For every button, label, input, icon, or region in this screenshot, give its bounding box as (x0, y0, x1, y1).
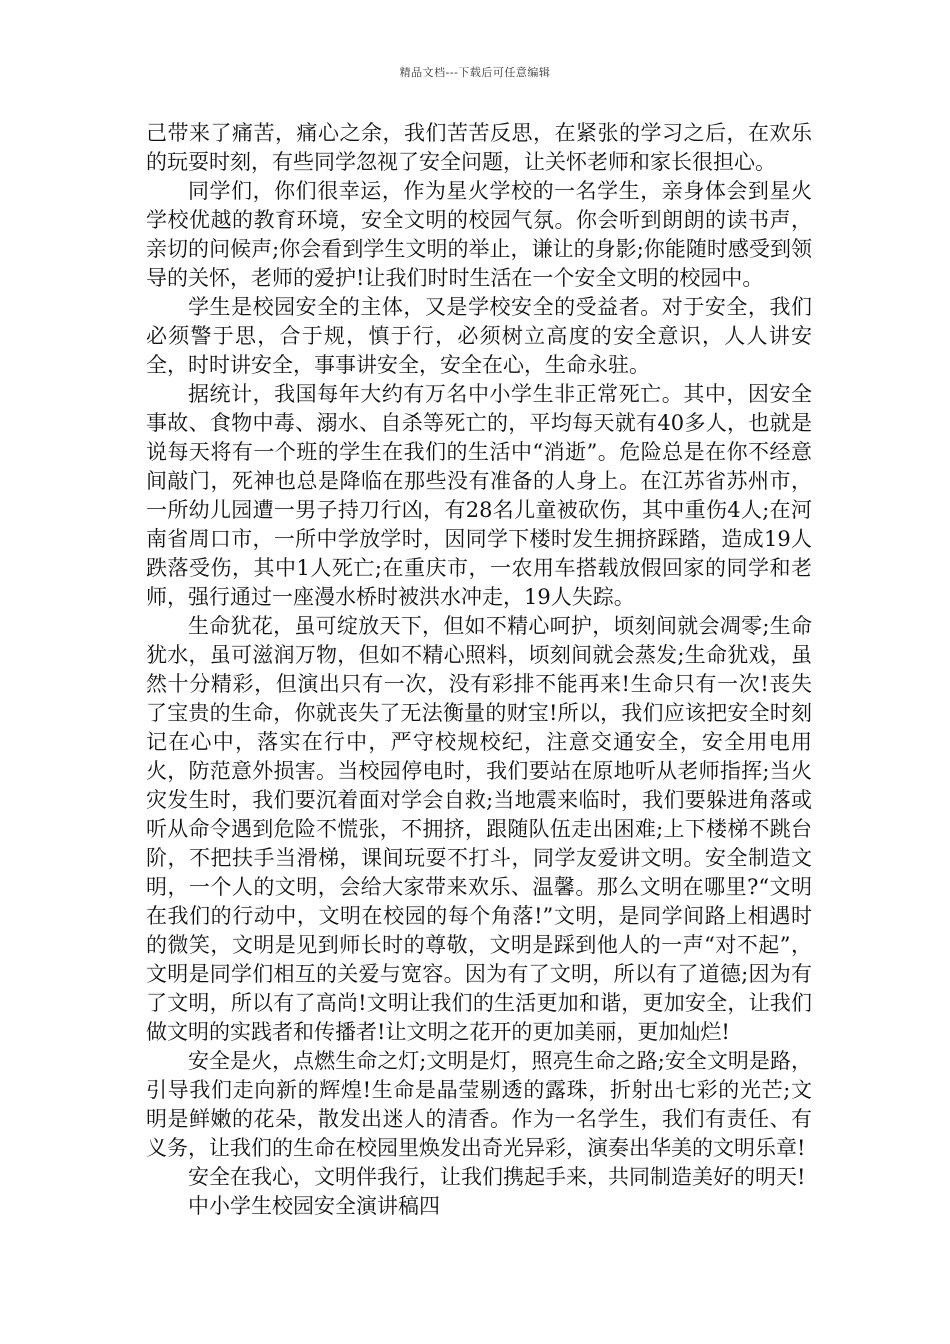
paragraph: 安全是火，点燃生命之灯;文明是灯，照亮生命之路;安全文明是路，引导我们走向新的辉煌!生命是晶莹剔透的露珠，折射出七彩的光芒;文明是鲜嫩的花朵，散发出迷人的清香。作为一名学生，我们有责任、有义务，让我们的生命在校园里焕发出奇光异彩，演奏出华美的文明乐章! (146, 1049, 812, 1160)
paragraph: 同学们，你们很幸运，作为星火学校的一名学生，亲身体会到星火学校优越的教育环境，安全文明的校园气氛。你会听到朗朗的读书声，亲切的问候声;你会看到学生文明的举止，谦让的身影;你能随时感受到领导的关怀，老师的爱护!让我们时时生活在一个安全文明的校园中。 (146, 179, 812, 290)
section-title: 中小学生校园安全演讲稿四 (188, 1194, 440, 1218)
paragraph-continuation: 己带来了痛苦，痛心之余，我们苦苦反思，在紧张的学习之后，在欢乐的玩耍时刻，有些同学忽视了安全问题，让关怀老师和家长很担心。 (146, 121, 812, 174)
paragraph: 安全在我心，文明伴我行，让我们携起手来，共同制造美好的明天! (188, 1165, 806, 1189)
page-header: 精品文档---下载后可任意编辑 (399, 66, 551, 79)
document-body (146, 119, 812, 1221)
paragraph: 生命犹花，虽可绽放天下，但如不精心呵护，顷刻间就会凋零;生命犹水，虽可滋润万物，但如不精心照料，顷刻间就会蒸发;生命犹戏，虽然十分精彩，但演出只有一次，没有彩排不能再来!生命只有一次!丧失了宝贵的生命，你就丧失了无法衡量的财宝!所以，我们应该把安全时刻记在心中，落实在行中，严守校规校纪，注意交通安全，安全用电用火，防范意外损害。当校园停电时，我们要站在原地听从老师指挥;当火灾发生时，我们要沉着面对学会自救;当地震来临时，我们要躲进角落或听从命令遇到危险不慌张，不拥挤，跟随队伍走出困难;上下楼梯不跳台阶，不把扶手当滑梯，课间玩耍不打斗，同学友爱讲文明。安全制造文明，一个人的文明，会给大家带来欢乐、温馨。那么文明在哪里?“文明在我们的行动中，文明在校园的每个角落!”文明，是同学间路上相遇时的微笑，文明是见到师长时的尊敬，文明是踩到他人的一声“对不起”，文明是同学们相互的关爱与宽容。因为有了文明，所以有了道德;因为有了文明，所以有了高尚!文明让我们的生活更加和谐，更加安全，让我们做文明的实践者和传播者!让文明之花开的更加美丽，更加灿烂! (146, 614, 812, 1044)
paragraph: 学生是校园安全的主体，又是学校安全的受益者。对于安全，我们必须警于思，合于规，慎于行，必须树立高度的安全意识，人人讲安全，时时讲安全，事事讲安全，安全在心，生命永驻。 (146, 295, 812, 377)
paragraph: 据统计，我国每年大约有万名中小学生非正常死亡。其中，因安全事故、食物中毒、溺水、自杀等死亡的，平均每天就有40多人，也就是说每天将有一个班的学生在我们的生活中“消逝”。危险总是在你不经意间敲门，死神也总是降临在那些没有准备的人身上。在江苏省苏州市，一所幼儿园遭一男子持刀行凶，有28名儿童被砍伤，其中重伤4人;在河南省周口市，一所中学放学时，因同学下楼时发生拥挤踩踏，造成19人跌落受伤，其中1人死亡;在重庆市，一农用车搭载放假回家的同学和老师，强行通过一座漫水桥时被洪水冲走，19人失踪。 (146, 382, 812, 609)
